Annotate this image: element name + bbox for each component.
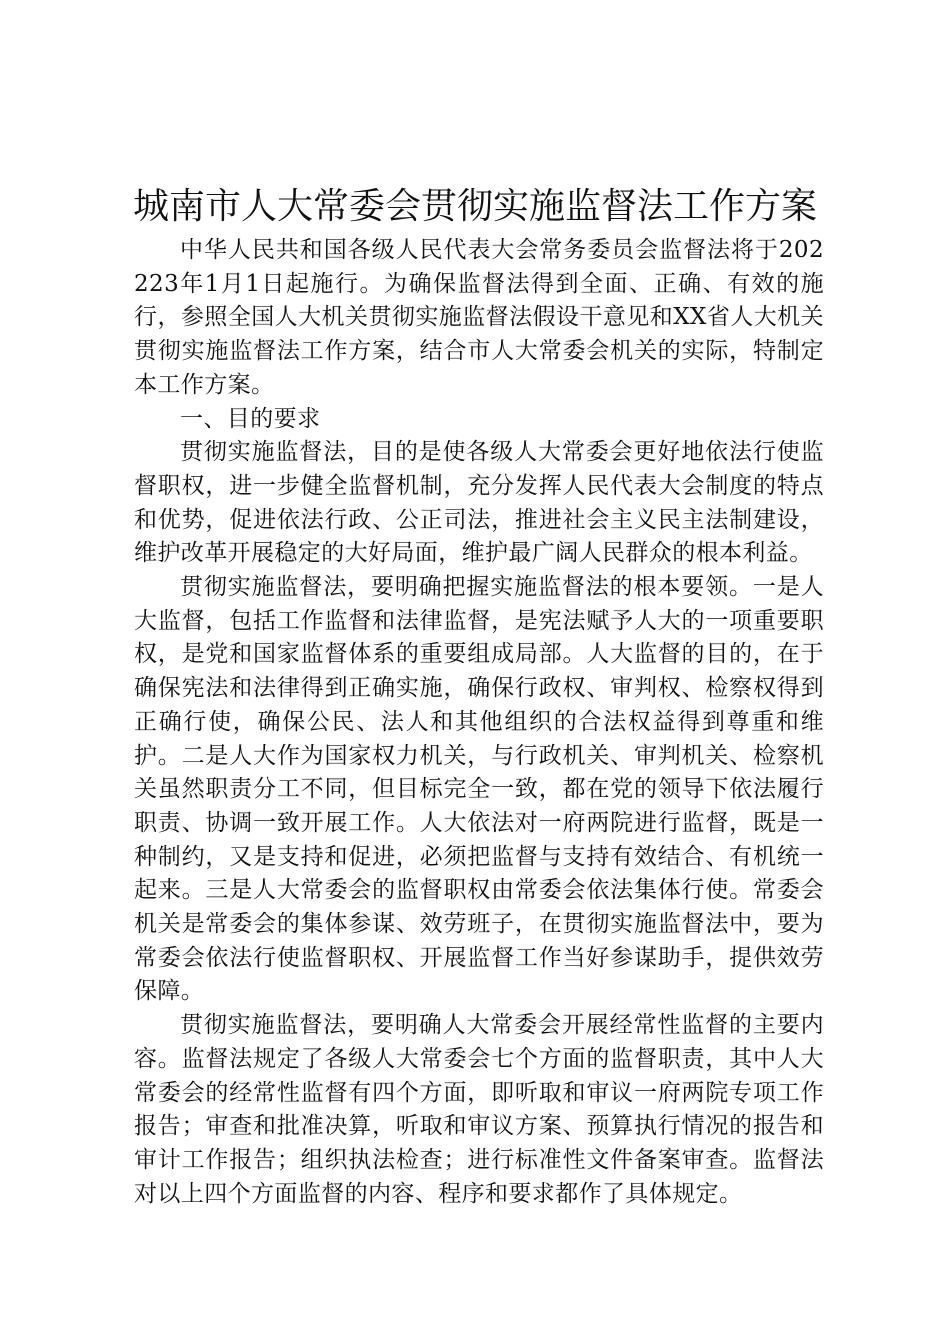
section-heading-goals: 一、目的要求 (180, 405, 321, 432)
content-paragraph: 贯彻实施监督法，要明确人大常委会开展经常性监督的主要内容。监督法规定了各级人大常委会七个方面的监督职责，其中人大常委会的经常性监督有四个方面，即听取和审议一府两院专项工作报告；审查和批准决算，听取和审议方案、预算执行情况的报告和审计工作报告；组织执法检查；进行标准性文件备案审查。监督法对以上四个方面监督的内容、程序和要求都作了具体规定。 (134, 1012, 824, 1207)
essentials-paragraph: 贯彻实施监督法，要明确把握实施监督法的根本要领。一是人大监督，包括工作监督和法律监督，是宪法赋予人大的一项重要职权，是党和国家监督体系的重要组成局部。人大监督的目的，在于确保宪法和法律得到正确实施，确保行政权、审判权、检察权得到正确行使，确保公民、法人和其他组织的合法权益得到尊重和维护。二是人大作为国家权力机关，与行政机关、审判机关、检察机关虽然职责分工不同，但目标完全一致，都在党的领导下依法履行职责、协调一致开展工作。人大依法对一府两院进行监督，既是一种制约，又是支持和促进，必须把监督与支持有效结合、有机统一起来。三是人大常委会的监督职权由常委会依法集体行使。常委会机关是常委会的集体参谋、效劳班子，在贯彻实施监督法中，要为常委会依法行使监督职权、开展监督工作当好参谋助手，提供效劳保障。 (134, 574, 824, 1005)
document-title: 城南市人大常委会贯彻实施监督法工作方案 (132, 186, 817, 227)
goals-paragraph: 贯彻实施监督法，目的是使各级人大常委会更好地依法行使监督职权，进一步健全监督机制，充分发挥人民代表大会制度的特点和优势，促进依法行政、公正司法，推进社会主义民主法制建设，维护改革开展稳定的大好局面，维护最广阔人民群众的根本利益。 (134, 439, 824, 567)
intro-paragraph: 中华人民共和国各级人民代表大会常务委员会监督法将于202223年1月1日起施行。为确保监督法得到全面、正确、有效的施行，参照全国人大机关贯彻实施监督法假设干意见和XX省人大机关贯彻实施监督法工作方案，结合市人大常委会机关的实际，特制定本工作方案。 (134, 237, 824, 398)
document-body (134, 234, 824, 1211)
